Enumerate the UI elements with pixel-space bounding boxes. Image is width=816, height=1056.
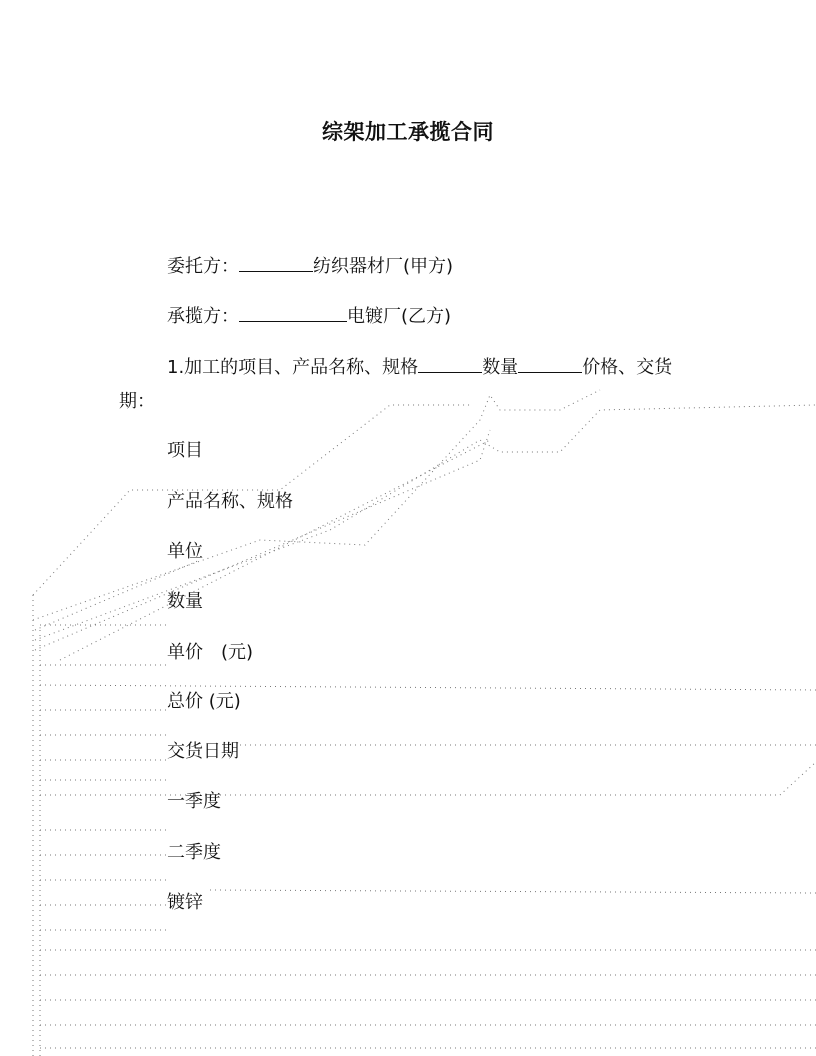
clause1-text: 1.加工的项目、产品名称、规格 [167,357,419,378]
table-row: 二季度 [167,842,221,863]
clause1-price-delivery: 价格、交货 [582,357,673,378]
table-row: 单价 (元) [167,642,254,663]
party-b-blank [239,301,347,322]
clause1-blank-qty [518,352,582,373]
party-b-name: 电镀厂 [347,306,401,327]
party-a-role: (甲方) [403,256,454,277]
clause1-qty: 数量 [482,357,519,378]
party-a-name: 纺织器材厂 [313,256,403,277]
clause1-wrap: 期： [119,391,155,412]
table-row: 数量 [167,591,203,612]
clause1-line [167,352,672,381]
party-a-line [167,251,453,280]
party-b-role: (乙方) [401,306,452,327]
table-row: 总价 (元) [167,691,241,712]
table-row: 镀锌 [167,892,203,913]
table-row: 单位 [167,541,203,562]
party-b-label: 承揽方： [167,306,239,327]
table-row: 项目 [167,440,203,461]
table-row: 一季度 [167,791,221,812]
table-row: 产品名称、规格 [167,491,293,512]
party-a-blank [239,251,313,272]
clause1-blank-spec [418,352,482,373]
party-a-label: 委托方： [167,256,239,277]
table-row: 交货日期 [167,741,239,762]
party-b-line [167,301,451,330]
document-title: 综架加工承揽合同 [322,120,494,144]
